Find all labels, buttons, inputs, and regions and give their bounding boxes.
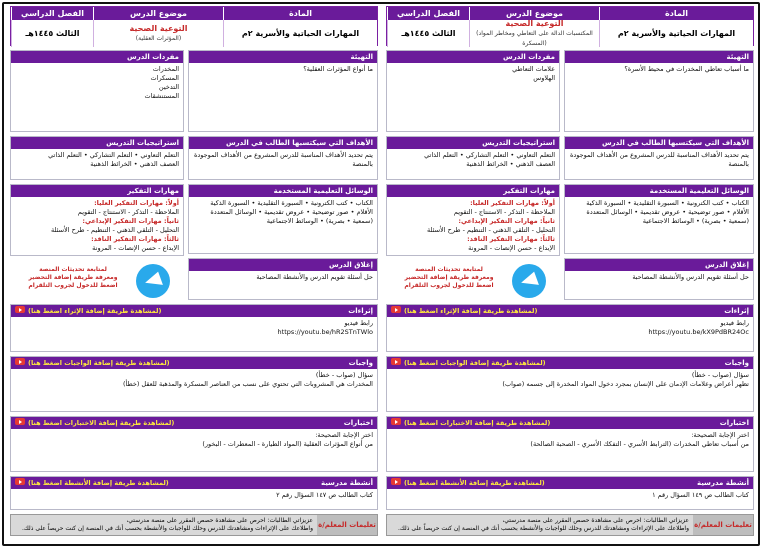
homework-box <box>386 356 754 412</box>
strategies-box-content: التعلم التعاوني • التعلم التشاركي • التعلم الذاتي العصف الذهني • الخرائط الذهنية <box>424 151 555 168</box>
subject-header: المادة <box>599 7 753 20</box>
enrich-box-title: (لمشاهدة طريقة إضافة الإثراء اضغط هنا) إثراءات <box>11 305 377 317</box>
enrich-box-howto-link[interactable]: (لمشاهدة طريقة إضافة الإثراء اضغط هنا) <box>15 305 161 317</box>
teacher-notes-text: عزيزاتي الطالبات: احرص على مشاهدة حصص المقرر على منصة مدرستي، واطلاعك على الإثراءات ومشاهدتك للدرس وحلك للواجبات والأنشطة بحسب أنك في المنصة إن كنت حريصاً على ذلك. <box>397 517 689 532</box>
tests-box-howto-link[interactable]: (لمشاهدة طريقة إضافة الاختبارات اضغط هنا) <box>15 417 174 429</box>
enrich-box <box>10 304 378 352</box>
term-header: الفصل الدراسي <box>387 7 469 20</box>
goals-box-content: يتم تحديد الأهداف المناسبة للدرس المشروع من الأهداف الموجودة بالمنصة <box>193 151 373 168</box>
goals-box <box>564 136 754 180</box>
aids-box <box>188 184 378 254</box>
youtube-icon <box>391 358 401 365</box>
closing-box-content: حل أسئلة تقويم الدرس والأنشطة المصاحبة <box>256 273 373 281</box>
activity-box-howto-link[interactable]: (لمشاهدة طريقة إضافة الأنشطة اضغط هنا) <box>15 477 169 489</box>
vocab-box-title: مفردات الدرس <box>11 51 183 63</box>
homework-box-howto-link[interactable]: (لمشاهدة طريقة إضافة الواجبات اضغط هنا) <box>391 357 546 369</box>
goals-box-title: الأهداف التي سيكتسبها الطالب في الدرس <box>565 137 753 149</box>
closing-box-content: حل أسئلة تقويم الدرس والأنشطة المصاحبة <box>632 273 749 281</box>
strategies-box-content: التعلم التعاوني • التعلم التشاركي • التعلم الذاتي العصف الذهني • الخرائط الذهنية <box>48 151 179 168</box>
prep-box-content: ما أسباب تعاطي المخدرات في محيط الأسرة؟ <box>624 65 749 73</box>
aids-box-title: الوسائل التعليمية المستخدمة <box>189 185 377 197</box>
activity-box-title: (لمشاهدة طريقة إضافة الأنشطة اضغط هنا) أنشطة مدرسية <box>387 477 753 489</box>
header-table <box>10 6 378 46</box>
youtube-icon <box>15 478 25 485</box>
term-value: الثالث ١٤٤٥هـ <box>11 20 93 47</box>
homework-box-howto-link[interactable]: (لمشاهدة طريقة إضافة الواجبات اضغط هنا) <box>15 357 170 369</box>
activity-box-content: كتاب الطالب ص ١٤٧ السؤال رقم ٢ <box>276 491 373 499</box>
thinking-box <box>10 184 184 256</box>
teacher-notes-label: تعليمات المعلم/ة <box>317 515 377 535</box>
homework-box-content: سؤال (صواب - خطأ) المخدرات هي المشروبات التي تحتوي على نسب من العناصر المسكرة والمذهبة للعقل (خطأ) <box>122 371 373 388</box>
header-table <box>386 6 754 46</box>
closing-box <box>564 258 754 300</box>
homework-box-title: (لمشاهدة طريقة إضافة الواجبات اضغط هنا) واجبات <box>11 357 377 369</box>
enrich-box-content: رابط فيديو https://youtu.be/kX9PdBR24Oc <box>648 319 749 336</box>
telegram-icon[interactable] <box>136 264 170 298</box>
strategies-box <box>10 136 184 180</box>
prep-box <box>188 50 378 132</box>
prep-box-title: التهيئة <box>189 51 377 63</box>
tests-box <box>10 416 378 472</box>
tests-box-howto-link[interactable]: (لمشاهدة طريقة إضافة الاختبارات اضغط هنا) <box>391 417 550 429</box>
subject-value: المهارات الحياتية والأسرية ٢م <box>599 20 753 47</box>
teacher-notes <box>386 514 754 536</box>
teacher-notes-label: تعليمات المعلم/ة <box>693 515 753 535</box>
aids-box-content: الكتاب • كتب الكترونية • السبورة التقليدية • السبورة الذكية الأقلام • صور توضيحية • عروض تقديمية • الوسائل المتعددة (سمعية • بصرية) • الوسائط الاجتماعية <box>586 199 749 225</box>
prep-box-title: التهيئة <box>565 51 753 63</box>
activity-box-title: (لمشاهدة طريقة إضافة الأنشطة اضغط هنا) أنشطة مدرسية <box>11 477 377 489</box>
term-value: الثالث ١٤٤٥هـ <box>387 20 469 47</box>
youtube-icon <box>15 418 25 425</box>
homework-box <box>10 356 378 412</box>
youtube-icon <box>15 306 25 313</box>
telegram-promo[interactable]: لمتابعة تحديثات المنصة ومعرفة طريقة إضافة التحضير اضغط للدخول لجروب التلقرام <box>28 266 118 289</box>
closing-box <box>188 258 378 300</box>
topic-value: التوعية الصحية (المؤثرات العقلية) <box>93 20 223 47</box>
prep-box <box>564 50 754 132</box>
aids-box-title: الوسائل التعليمية المستخدمة <box>565 185 753 197</box>
prep-box-content: ما أنواع المؤثرات العقلية؟ <box>303 65 373 73</box>
youtube-icon <box>391 418 401 425</box>
thinking-box-title: مهارات التفكير <box>387 185 559 197</box>
vocab-box <box>10 50 184 132</box>
activity-box-content: كتاب الطالب ص ١٤٩ السؤال رقم ١ <box>652 491 749 499</box>
aids-box-content: الكتاب • كتب الكترونية • السبورة التقليدية • السبورة الذكية الأقلام • صور توضيحية • عروض تقديمية • الوسائل المتعددة (سمعية • بصرية) • الوسائط الاجتماعية <box>210 199 373 225</box>
enrich-box-title: (لمشاهدة طريقة إضافة الإثراء اضغط هنا) إثراءات <box>387 305 753 317</box>
strategies-box-title: استراتيجيات التدريس <box>11 137 183 149</box>
subject-value: المهارات الحياتية والأسرية ٢م <box>223 20 377 47</box>
activity-box <box>10 476 378 510</box>
subject-header: المادة <box>223 7 377 20</box>
tests-box-title: (لمشاهدة طريقة إضافة الاختبارات اضغط هنا) اختبارات <box>387 417 753 429</box>
aids-box <box>564 184 754 254</box>
thinking-box-content: أولاً: مهارات التفكير العليا: الملاحظة - التذكر - الاستنتاج - التقويم ثانياً: مهارات التفكير الإبداعي: التحليل - التلقي الذهني - التنظيم - طرح الأسئلة ثالثاً: مهارات التفكير الناقد: الإبداع - حسن الإنصات - المرونة <box>51 199 179 252</box>
tests-box <box>386 416 754 472</box>
youtube-icon <box>391 478 401 485</box>
tests-box-content: اختر الإجابة الصحيحة: من أنواع المؤثرات العقلية (المواد الطيارة - المعطرات - البخور) <box>202 431 373 448</box>
topic-header: موضوع الدرس <box>469 7 599 20</box>
thinking-box <box>386 184 560 256</box>
thinking-box-title: مهارات التفكير <box>11 185 183 197</box>
goals-box <box>188 136 378 180</box>
thinking-box-content: أولاً: مهارات التفكير العليا: الملاحظة - التذكر - الاستنتاج - التقويم ثانياً: مهارات التفكير الإبداعي: التحليل - التلقي الذهني - التنظيم - طرح الأسئلة ثالثاً: مهارات التفكير الناقد: الإبداع - حسن الإنصات - المرونة <box>427 199 555 252</box>
lesson-plan-page <box>10 6 378 536</box>
term-header: الفصل الدراسي <box>11 7 93 20</box>
homework-box-title: (لمشاهدة طريقة إضافة الواجبات اضغط هنا) واجبات <box>387 357 753 369</box>
topic-header: موضوع الدرس <box>93 7 223 20</box>
strategies-box-title: استراتيجيات التدريس <box>387 137 559 149</box>
enrich-box-howto-link[interactable]: (لمشاهدة طريقة إضافة الإثراء اضغط هنا) <box>391 305 537 317</box>
tests-box-title: (لمشاهدة طريقة إضافة الاختبارات اضغط هنا) اختبارات <box>11 417 377 429</box>
goals-box-content: يتم تحديد الأهداف المناسبة للدرس المشروع من الأهداف الموجودة بالمنصة <box>569 151 749 168</box>
teacher-notes-text: عزيزاتي الطالبات: احرص على مشاهدة حصص المقرر على منصة مدرستي، واطلاعك على الإثراءات ومشاهدتك للدرس وحلك للواجبات والأنشطة بحسب أنك في المنصة إن كنت حريصاً على ذلك. <box>21 517 313 532</box>
youtube-icon <box>391 306 401 313</box>
strategies-box <box>386 136 560 180</box>
activity-box-howto-link[interactable]: (لمشاهدة طريقة إضافة الأنشطة اضغط هنا) <box>391 477 545 489</box>
telegram-promo[interactable]: لمتابعة تحديثات المنصة ومعرفة طريقة إضافة التحضير اضغط للدخول لجروب التلقرام <box>404 266 494 289</box>
tests-box-content: اختر الإجابة الصحيحة: من أسباب تعاطي المخدرات (الترابط الأسري - التفكك الأسري - الصحبة الصالحة) <box>530 431 749 448</box>
enrich-box <box>386 304 754 352</box>
homework-box-content: سؤال (صواب - خطأ) تظهر أعراض وعلامات الإدمان على الإنسان بمجرد دخول المواد المخدرة إلى جسمه (صواب) <box>502 371 749 388</box>
topic-value: التوعية الصحية (المكتسبات الدالة على التعاطي ومخاطر المواد المسكرة) <box>469 20 599 47</box>
youtube-icon <box>15 358 25 365</box>
closing-box-title: إغلاق الدرس <box>565 259 753 271</box>
lesson-plan-page <box>386 6 754 536</box>
activity-box <box>386 476 754 510</box>
vocab-box-content: المخدرات المسكرات التدخين المستنشقات <box>144 65 179 100</box>
teacher-notes <box>10 514 378 536</box>
vocab-box-content: علامات التعاطي الهلاوس <box>512 65 555 82</box>
enrich-box-content: رابط فيديو https://youtu.be/hR2STnTWlo <box>277 319 373 336</box>
telegram-icon[interactable] <box>512 264 546 298</box>
closing-box-title: إغلاق الدرس <box>189 259 377 271</box>
goals-box-title: الأهداف التي سيكتسبها الطالب في الدرس <box>189 137 377 149</box>
vocab-box <box>386 50 560 132</box>
vocab-box-title: مفردات الدرس <box>387 51 559 63</box>
